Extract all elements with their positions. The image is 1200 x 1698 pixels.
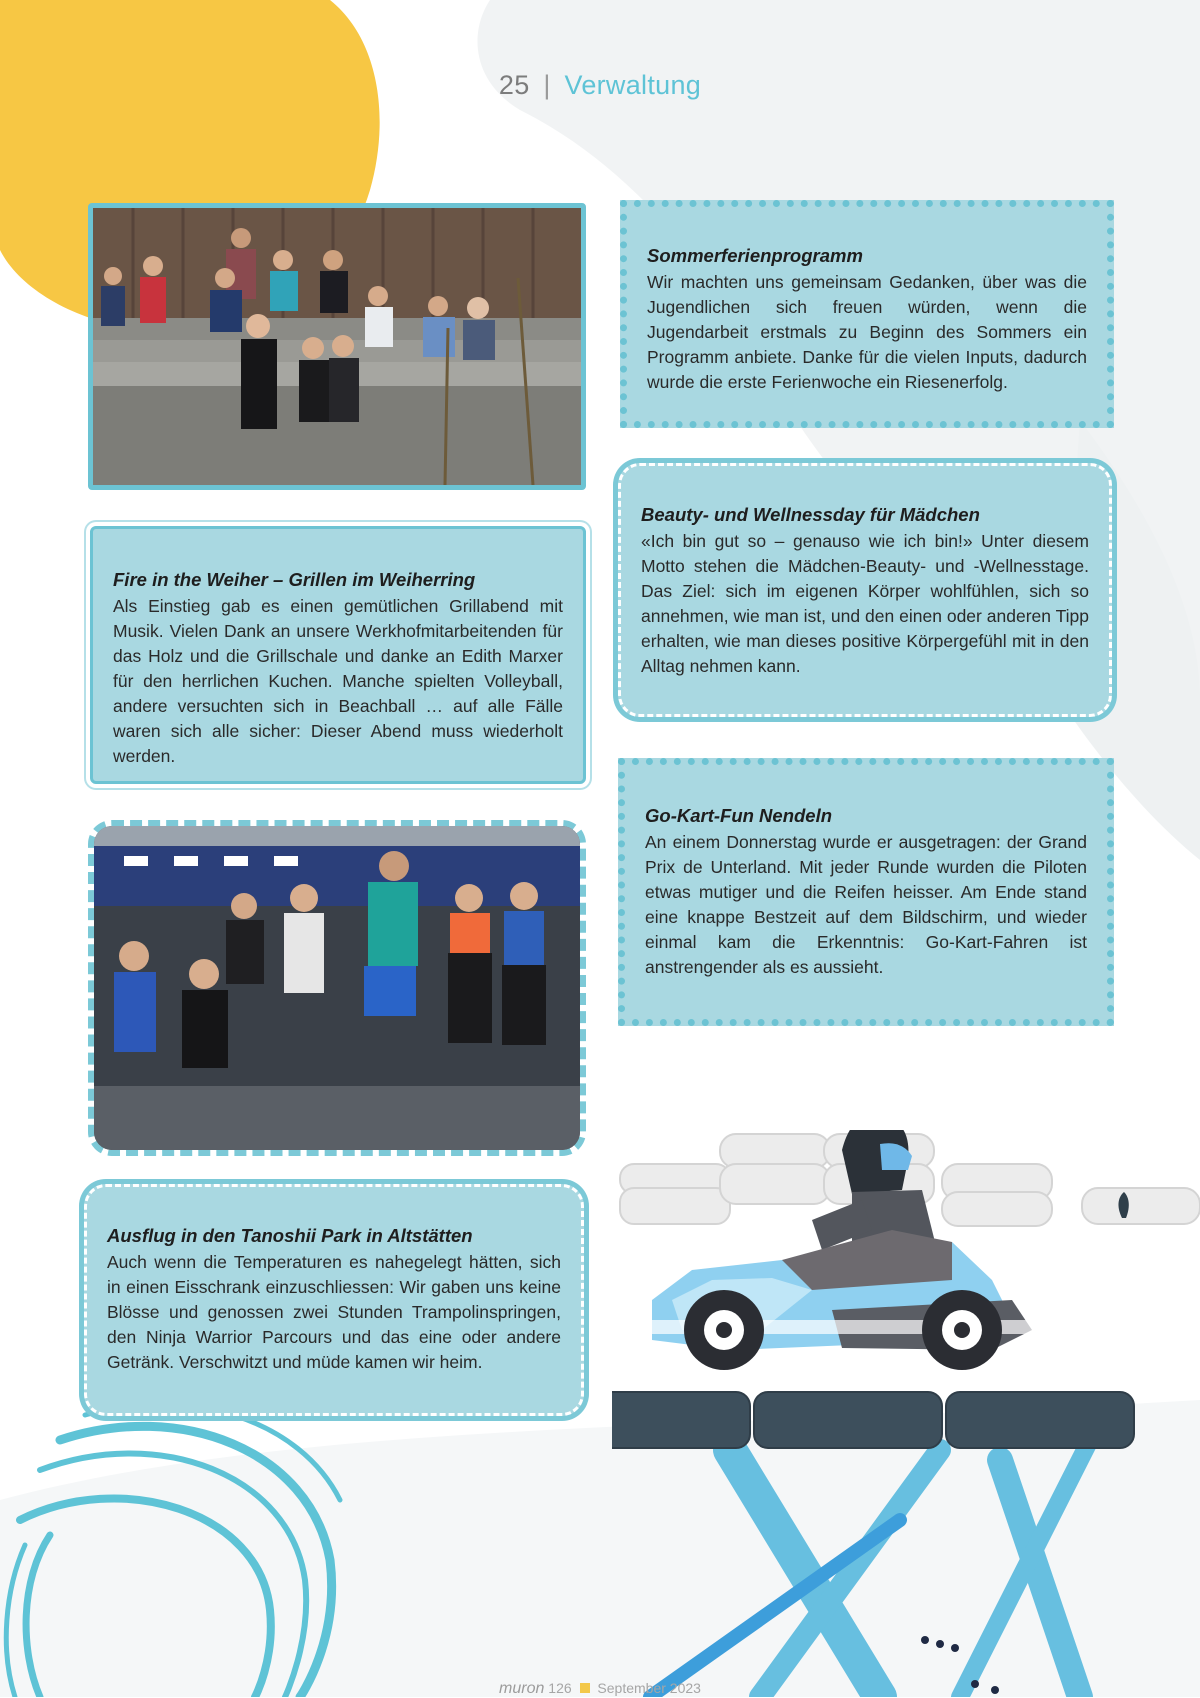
- go-kart-illustration: [612, 1130, 1200, 1697]
- article-beauty-wellnessday: [618, 463, 1112, 717]
- photo-group-on-steps: [88, 203, 586, 490]
- header-separator: |: [543, 70, 551, 100]
- article-fire-in-the-weiher: [90, 526, 586, 784]
- footer-square-icon: [580, 1683, 590, 1693]
- article-title: Ausflug in den Tanoshii Park in Altstätten: [107, 1225, 473, 1246]
- article-body: «Ich bin gut so – genauso wie ich bin!» Unter diesem Motto stehen die Mädchen-Beauty- und -Wellnesstage. Das Ziel: sich im eigenen Körper wohlfühlen, sich so annehmen, wie man ist, und den einen oder anderen Tipp erhalten, wie man dieses positive Körpergefühl mit in den Alltag nehmen kann.: [641, 531, 1089, 676]
- page-footer: [0, 1680, 1200, 1698]
- footer-issue: 126: [548, 1680, 572, 1696]
- section-title: Verwaltung: [564, 70, 702, 100]
- article-body: Als Einstieg gab es einen gemütlichen Grillabend mit Musik. Vielen Dank an unsere Werkhofmitarbeitenden für das Holz und die Grillschale und danke an Edith Marxer für den herrlichen Kuchen. Manche spielten Volleyball, andere versuchten sich in Beachball … auf alle Fälle waren sich alle sicher: Dieser Abend muss wiederholt werden.: [113, 596, 563, 766]
- article-title: Beauty- und Wellnessday für Mädchen: [641, 504, 980, 525]
- article-body: Auch wenn die Temperaturen es nahegelegt hätten, sich in einen Eisschrank einzuschliessen: Wir gaben uns keine Blösse und genossen zwei Stunden Trampolinspringen, den Ninja Warrior Parcours und das eine oder andere Getränk. Verschwitzt und müde kamen wir heim.: [107, 1252, 561, 1372]
- article-body: An einem Donnerstag wurde er ausgetragen: der Grand Prix de Unterland. Mit jeder Runde wurden die Piloten etwas mutiger und die Reifen heisser. Am Ende stand eine knappe Bestzeit auf dem Bildschirm, und wieder einmal kam die Erkenntnis: Go-Kart-Fahren ist anstrengender als es aussieht.: [645, 832, 1087, 977]
- article-title: Fire in the Weiher – Grillen im Weiherring: [113, 569, 476, 590]
- page-header: [0, 70, 1200, 101]
- photo-group-go-kart: [88, 820, 586, 1156]
- article-go-kart-fun: [618, 758, 1114, 1026]
- footer-brand: muron: [499, 1680, 545, 1697]
- article-tanoshii-park: [84, 1184, 584, 1416]
- page-number: 25: [498, 70, 530, 100]
- article-body: Wir machten uns gemeinsam Gedanken, über was die Jugendlichen sich freuen würden, wenn die Jugendarbeit erstmals zu Beginn des Sommers ein Programm anbiete. Danke für die vielen Inputs, dadurch wurde die erste Ferienwoche ein Riesenerfolg.: [647, 272, 1087, 392]
- article-title: Sommerferienprogramm: [647, 245, 863, 266]
- article-title: Go-Kart-Fun Nendeln: [645, 805, 833, 826]
- article-sommerferienprogramm: [620, 200, 1114, 428]
- footer-date: September 2023: [597, 1680, 701, 1696]
